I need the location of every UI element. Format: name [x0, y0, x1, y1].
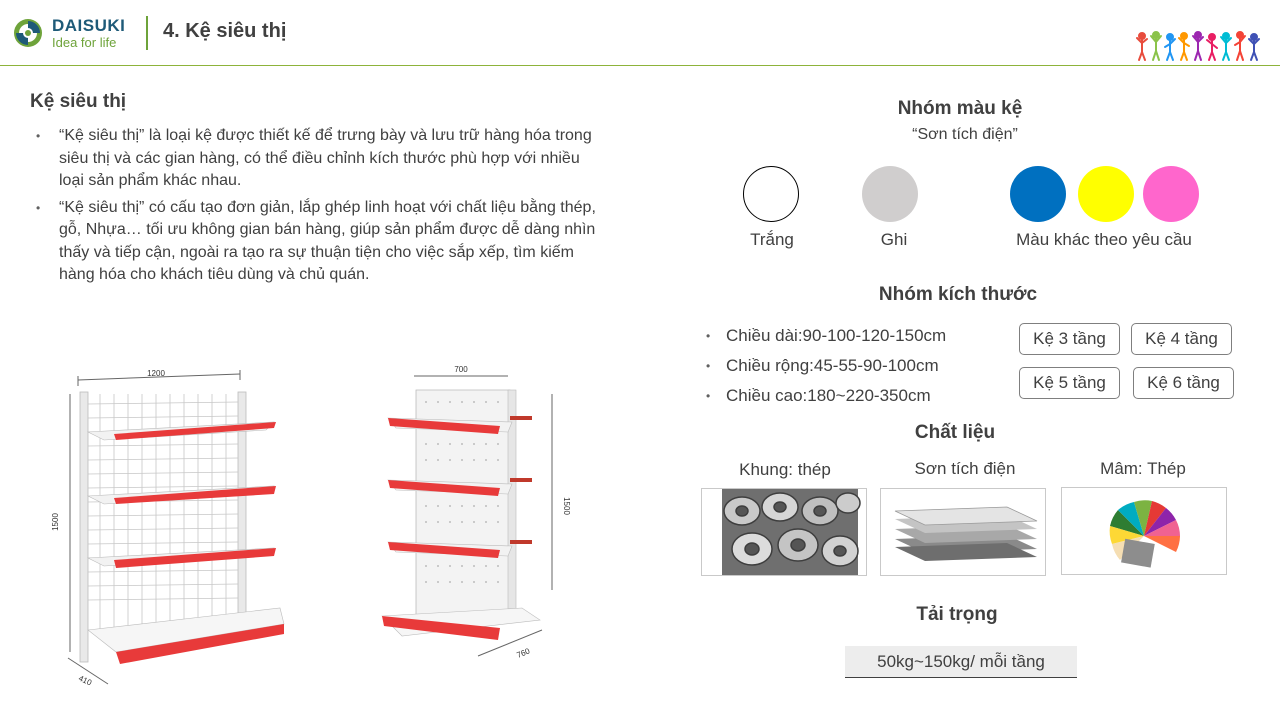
intro-bullet: • “Kệ siêu thị” là loại kệ được thiết kế để trưng bày và lưu trữ hàng hóa trong siêu thị và các gian hàng, có thể điều chỉnh kích thước phù hợp với nhiều loại sản phẩm khác nhau. — [36, 125, 601, 193]
gray-swatch — [862, 166, 918, 222]
intro-bullet: • “Kệ siêu thị” có cấu tạo đơn giản, lắp ghép linh hoạt với chất liệu bằng thép, gỗ, Nhựa… tối ưu không gian bán hàng, giúp sản phẩm được dễ dàng nhìn thấy và tiếp cận, ngoài ra tạo ra sự thuận tiện cho việc sắp xếp, tìm kiếm hàng hóa cho khách tiêu dùng và chủ quán. — [36, 197, 601, 287]
tier-6-button[interactable]: Kệ 6 tầng — [1133, 367, 1234, 399]
header-divider — [146, 16, 148, 50]
logo-tagline: Idea for life — [52, 35, 117, 50]
pegboard-depth-dim: 760 — [515, 646, 532, 660]
tier-3-button[interactable]: Kệ 3 tầng — [1019, 323, 1120, 355]
daisuki-logo — [10, 14, 150, 54]
color-group-title: Nhóm màu kệ — [897, 98, 1023, 119]
material-frame-label: Khung: thép — [739, 460, 831, 479]
materials-title: Chất liệu — [914, 422, 996, 443]
daisuki-logo-icon — [12, 17, 44, 49]
pink-swatch — [1143, 166, 1199, 222]
tier-5-button[interactable]: Kệ 5 tầng — [1019, 367, 1120, 399]
tier-4-button[interactable]: Kệ 4 tầng — [1131, 323, 1232, 355]
size-length: • Chiều dài:90-100-120-150cm — [706, 321, 946, 351]
intro-bullets — [36, 125, 601, 291]
wire-width-dim: 1200 — [147, 369, 165, 378]
yellow-swatch — [1078, 166, 1134, 222]
size-group-title: Nhóm kích thước — [878, 284, 1038, 305]
gray-label: Ghi — [880, 230, 908, 249]
load-value: 50kg~150kg/ mỗi tầng — [845, 646, 1077, 678]
pegboard-shelf-image — [372, 360, 582, 670]
white-swatch — [743, 166, 799, 222]
slide-title: 4. Kệ siêu thị — [163, 20, 287, 42]
color-group-subtitle: “Sơn tích điện” — [912, 126, 1018, 143]
people-illustration-icon — [1136, 30, 1266, 64]
blue-swatch — [1010, 166, 1066, 222]
wire-shelf-image — [44, 362, 294, 688]
other-color-label: Màu khác theo yêu cầu — [1016, 230, 1192, 249]
wire-height-dim: 1500 — [51, 513, 60, 531]
size-list — [706, 321, 946, 411]
white-label: Trắng — [750, 230, 794, 249]
color-fan-image — [1061, 487, 1227, 575]
steel-coils-image — [701, 488, 867, 576]
material-paint-label: Sơn tích điện — [914, 459, 1016, 478]
slide-header — [0, 0, 1280, 66]
load-title: Tải trọng — [916, 604, 998, 625]
logo-name: DAISUKI — [52, 16, 126, 35]
intro-title: Kệ siêu thị — [30, 91, 127, 112]
pegboard-width-dim: 700 — [454, 365, 468, 374]
size-width: • Chiều rộng:45-55-90-100cm — [706, 351, 946, 381]
pegboard-height-dim: 1500 — [562, 497, 571, 515]
wire-depth-dim: 410 — [77, 673, 94, 688]
material-tray-label: Mâm: Thép — [1100, 459, 1186, 478]
size-height: • Chiều cao:180~220-350cm — [706, 381, 946, 411]
galvanized-sheets-image — [880, 488, 1046, 576]
